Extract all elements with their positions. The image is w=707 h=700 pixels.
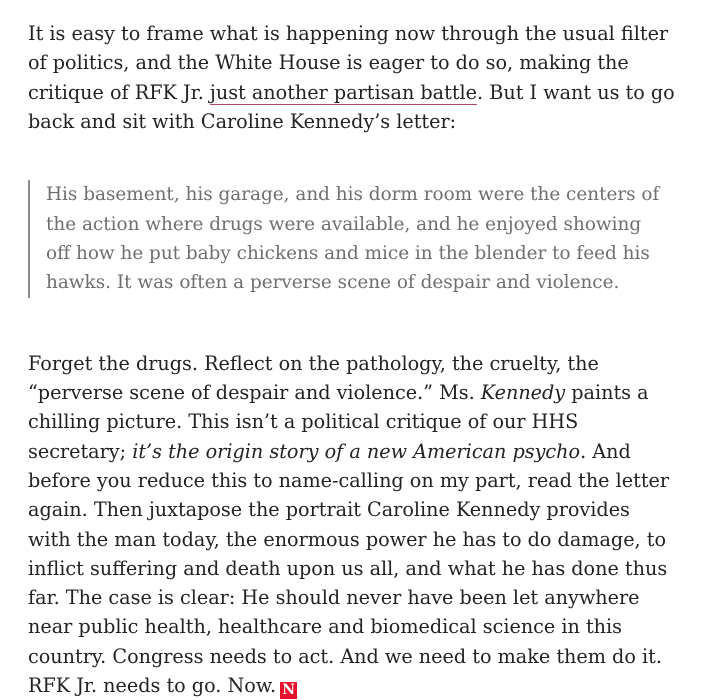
paragraph-conclusion-text-middle: paints a chilling picture. This isn’t a political critique of our HHS secretary; xyxy=(28,381,649,463)
partisan-battle-link[interactable]: just another partisan battle xyxy=(209,80,478,104)
paragraph-intro xyxy=(28,19,678,136)
paragraph-conclusion-text-start: Forget the drugs. Reflect on the pathology, the cruelty, the “perverse scene of despair and violence.” Ms. xyxy=(28,351,599,405)
paragraph-intro-text-end: . But I want us to go back and sit with Caroline Kennedy’s letter: xyxy=(28,80,675,133)
kennedy-italic: Kennedy xyxy=(480,381,566,405)
article-body xyxy=(28,19,678,700)
paragraph-conclusion xyxy=(28,349,678,700)
publication-logo-icon: N xyxy=(280,682,297,699)
quote-text: His basement, his garage, and his dorm room were the centers of the action where drugs were available, and he enjoyed showing off how he put baby chickens and mice in the blender to feed his hawks. It was often a perverse scene of despair and violence. xyxy=(46,184,660,294)
origin-story-italic: it’s the origin story of a new American psycho xyxy=(132,439,581,463)
paragraph-conclusion-text-end: . And before you reduce this to name-calling on my part, read the letter again. Then juxtapose the portrait Caroline Kennedy provides with the man today, the enormous power he has to do damage, to inflict suffering and death upon us all, and what he has done thus far. The case is clear: He should never have been let anywhere near public health, healthcare and biomedical science in this country. Congress needs to act. And we need to make them do it. RFK Jr. needs to go. Now. xyxy=(28,439,670,698)
kennedy-letter-quote xyxy=(28,180,666,298)
paragraph-intro-text-start: It is easy to frame what is happening now through the usual filter of politics, and the White House is eager to do so, making the critique of RFK Jr. xyxy=(28,22,669,104)
